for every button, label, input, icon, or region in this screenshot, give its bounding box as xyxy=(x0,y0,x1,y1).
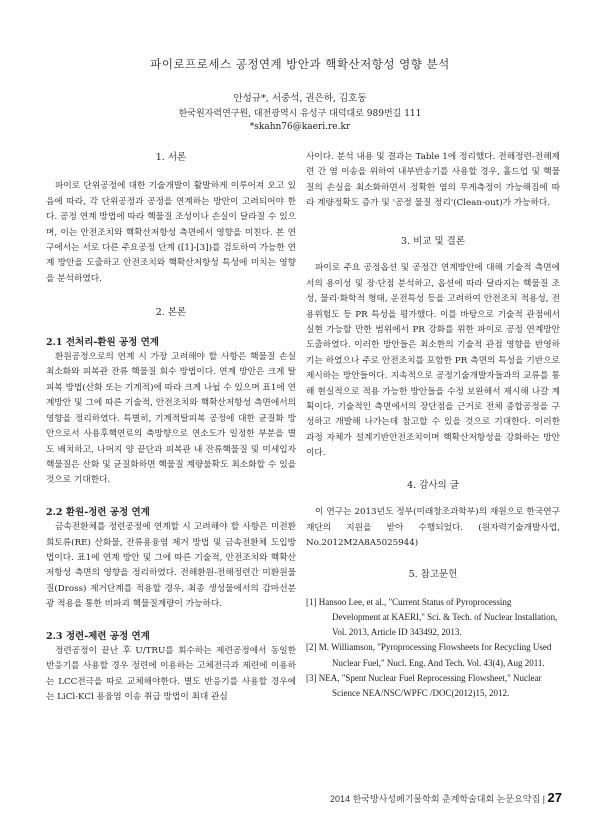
acknowledgement-paragraph: 이 연구는 2013년도 정부(미래창조과학부)의 재원으로 한국연구재단의 지원을 받아 수행되었다. (원자력기술개발사업, No.2012M2A8A5025944) xyxy=(306,507,560,548)
subsection-heading-2-3: 2.3 정련-제련 공정 연계 xyxy=(46,630,150,642)
section-heading-references: 5. 참고문헌 xyxy=(408,569,458,581)
subsection-2-2-paragraph: 금속전환체를 정련공정에 연계할 시 고려해야 할 사항은 미전환 희토류(RE) 산화물, 잔류용융염 제거 방법 및 금속전환체 도입방법이다. 표1에 연계 방안 및 그에 따른 기술적, 안전조치와 핵확산저항성 측면의 영향을 정리하였다. 전해환원-전해정련간 미환원물질(Dross) 제거단계를 적용할 경우, 최종 생성물에서의 감마선분광 적용을 통한 비파괴 핵물질계량이 가능하다. xyxy=(46,522,296,610)
subsection-2-1-paragraph: 환원공정으로의 연계 시 가장 고려해야 할 사항은 핵물질 손실 최소화와 피복관 잔류 핵물질 회수 방법이다. 연계 방안은 크게 탈피복 방법(산화 또는 기계적)에 따라 크게 나뉠 수 있으며 표1에 연계방안 및 그에 따른 기술적, 안전조치와 핵확산저항성 측면에서의 영향을 정리하였다. 특별히, 기계적탈피복 공정에 대한 균질화 방안으로서 사용후핵연료의 축방향으로 연소도가 일정한 부분을 별도 배치하고, 나머지 양 끝단과 피복관 내 잔류핵물질 및 미세입자 핵물질은 산화 및 균질화하면 핵물질 계량불확도 최소화할 수 있을 것으로 기대한다. xyxy=(46,352,296,486)
subsection-2-3-continuation: 사이다. 분석 내용 및 결과는 Table 1에 정리했다. 전해정련-전해제련 간 염 이송을 위하여 내부반송기를 사용할 경우, 홀드업 및 핵물질의 손실을 최소화하면서 정확한 염의 무게측정이 가능해짐에 따라 계량정확도 증가 및 '공정 물질 정리'(Clean-out)가 가능하다. xyxy=(306,152,560,209)
subsection-2-3-paragraph: 정련공정이 끝난 후 U/TRU를 회수하는 제련공정에서 동일한 반응기를 사용할 경우 정련에 이용하는 고체전극과 제련에 이용하는 LCC전극을 따로 교체해야한다. 별도 반응기를 사용할 경우에는 LiCl-KCl 용융염 이송 취급 방법이 최대 관심 xyxy=(46,645,296,703)
page-footer xyxy=(330,790,562,805)
subsection-heading-2-2: 2.2 환원-정련 공정 연계 xyxy=(46,506,150,518)
section-heading-intro: 1. 서론 xyxy=(155,152,187,163)
paper-title: 파이로프로세스 공정연계 방안과 핵확산저항성 영향 분석 xyxy=(150,57,450,71)
subsection-heading-2-1: 2.1 전처리-환원 공정 연계 xyxy=(46,336,159,348)
author-list: 안성규*, 서중석, 권은하, 김호동 xyxy=(233,93,367,104)
reference-item: [2] M. Williamson, "Pyroprocessing Flowsheets for Recycling Used Nuclear Fuel," Nucl. Eng. And Tech. Vol. 43(4), Aug 2011. xyxy=(306,642,552,668)
right-column xyxy=(306,150,560,701)
footer-separator: | xyxy=(542,794,546,804)
author-email: *skahn76@kaeri.re.kr xyxy=(249,122,351,132)
page-number: 27 xyxy=(547,790,562,805)
intro-paragraph: 파이로 단위공정에 대한 기술개발이 활발하게 이루어져 오고 있음에 따라, 각 단위공정과 공정을 연계하는 방안이 고려되어야 한다. 공정 연계 방법에 따라 핵물질 조성이나 손실이 달라질 수 있으며, 이는 안전조치와 핵확산저항성 측면에서 영향을 미친다. 본 연구에서는 서로 다른 주요공정 단계 ([1]-[3])를 검토하여 가능한 연계 방안을 도출하고 안전조치와 핵확산저항성 특성에 미치는 영향을 분석하였다. xyxy=(46,181,296,284)
section-heading-body: 2. 본론 xyxy=(155,307,187,319)
footer-proceedings-title: 2014 한국방사성폐기물학회 춘계학술대회 논문요약집 xyxy=(330,794,541,804)
left-column xyxy=(46,150,296,706)
conclusion-paragraph: 파이로 주요 공정옵션 및 공정간 연계방안에 대해 기술적 측면에서의 용이성 및 장·단점 분석하고, 옵션에 따라 달라지는 핵물질 조성, 물리·화학적 형태, 운전특성 등을 고려하여 안전조치 적용성, 전용위험도 등 PR 특성을 평가했다. 이를 바탕으로 기술적 관점에서 실현 가능할 만한 범위에서 PR 강화를 위한 파이로 공정 연계방안 도출하였다. 이러한 방안들은 최소한의 기술적 관점 영향을 반영하기는 하였으나 주로 안전조치를 포함한 PR 측면의 특성을 기반으로 제시하는 방안들이다. 지속적으로 공정기술개발자들과의 교류를 통해 현실적으로 적용 가능한 방안들을 수정 보완해서 제시해 나갈 계획이다. 기술적인 측면에서의 장단점을 근거로 전체 종합공정을 구성하고 개발해 나가는데 참고할 수 있을 것으로 기대한다. 이러한 과정 자체가 설계기반안전조치이며 핵확산저항성을 강화하는 방안이다. xyxy=(306,263,560,459)
reference-item: [1] Hansoo Lee, et al., "Current Status of Pyroprocessing Development at KAERI," Sci. & Tech. of Nuclear Installation, Vol. 2013, Article ID 343492, 2013. xyxy=(306,596,558,638)
section-heading-conclusion: 3. 비교 및 결론 xyxy=(400,236,465,247)
reference-item: [3] NEA, "Spent Nuclear Fuel Reprocessing Flowsheet," Nuclear Science NEA/NSC/WPFC /DOC(2012)15, 2012. xyxy=(306,672,542,698)
section-heading-acknowledgement: 4. 감사의 글 xyxy=(407,479,459,491)
affiliation: 한국원자력연구원, 대전광역시 유성구 대덕대로 989번길 111 xyxy=(178,109,422,119)
